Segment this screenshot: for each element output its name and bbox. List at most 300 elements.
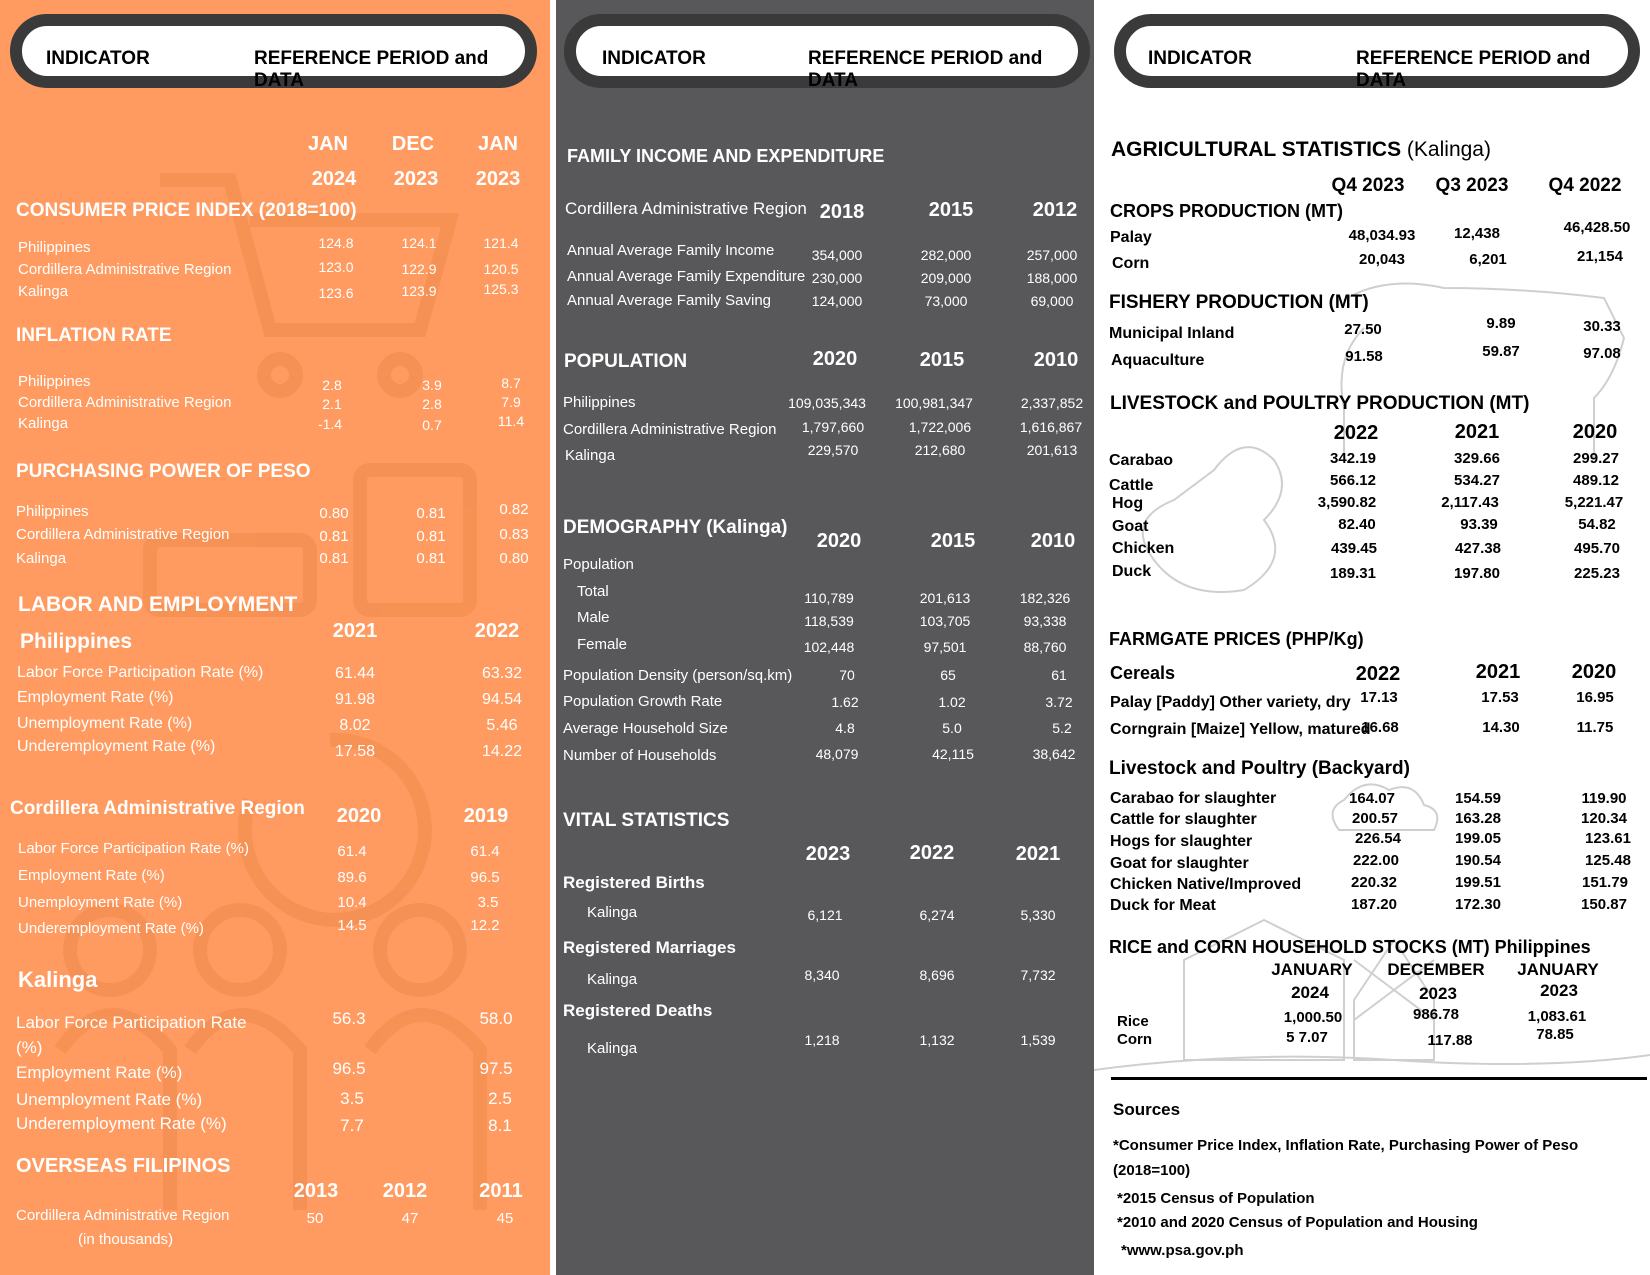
demo-value: 3.72 — [1045, 694, 1073, 710]
sources-title: Sources — [1113, 1100, 1181, 1119]
cpi-label-car: Cordillera Administrative Region — [18, 261, 232, 278]
cpi-value: 123.9 — [401, 283, 437, 299]
demo-label: Female — [577, 636, 628, 653]
stocks-value: 78.85 — [1536, 1026, 1574, 1043]
labor-kal-label: Labor Force Participation Rate — [16, 1013, 247, 1032]
vital-marriages-value: 8,696 — [919, 967, 955, 983]
pop-title: POPULATION — [564, 351, 688, 372]
vital-births-value: 6,274 — [919, 907, 955, 923]
stocks-month-1: JANUARY — [1271, 960, 1353, 979]
live-label: Hog — [1112, 495, 1144, 512]
farm-year-1: 2022 — [1355, 663, 1401, 685]
labor-car-title: Cordillera Administrative Region — [10, 798, 305, 819]
fish-value: 27.50 — [1344, 321, 1382, 338]
labor-kal-label: Underemployment Rate (%) — [16, 1114, 227, 1133]
indicator-heading: INDICATOR — [1148, 48, 1252, 69]
cpi-value: 125.3 — [483, 281, 519, 297]
backyard-value: 222.00 — [1353, 852, 1399, 869]
pop-year-1: 2020 — [812, 348, 858, 370]
inflation-label-kal: Kalinga — [18, 415, 69, 432]
demo-value: 70 — [839, 667, 855, 683]
vital-deaths-value: 1,218 — [804, 1032, 840, 1048]
ppp-title: PURCHASING POWER OF PESO — [16, 461, 311, 482]
agri-quarter-3: Q4 2022 — [1548, 175, 1622, 196]
vital-year-3: 2021 — [1015, 843, 1061, 865]
live-year-3: 2020 — [1572, 421, 1618, 443]
labor-ph-year-1: 2021 — [332, 620, 378, 642]
ppp-value: 0.81 — [416, 528, 446, 545]
backyard-value: 151.79 — [1582, 874, 1628, 891]
ofw-year-3: 2011 — [479, 1180, 523, 1202]
labor-car-value: 14.5 — [337, 917, 367, 934]
backyard-value: 220.32 — [1351, 874, 1397, 891]
demo-label: Average Household Size — [563, 720, 728, 737]
demo-value: 61 — [1051, 667, 1067, 683]
labor-ph-label: Unemployment Rate (%) — [17, 715, 193, 732]
stocks-label: Rice — [1117, 1013, 1149, 1030]
ppp-label-car: Cordillera Administrative Region — [16, 526, 230, 543]
fie-year-1: 2018 — [819, 201, 865, 223]
cpi-value: 121.4 — [483, 235, 519, 251]
labor-car-value: 96.5 — [470, 869, 500, 886]
stocks-year-3: 2023 — [1540, 981, 1578, 1000]
demo-label: Population Growth Rate — [563, 693, 723, 710]
labor-car-value: 89.6 — [337, 869, 367, 886]
labor-kal-title: Kalinga — [18, 967, 98, 992]
pop-label: Cordillera Administrative Region — [563, 421, 777, 438]
ppp-value: 0.80 — [499, 550, 529, 567]
inflation-value: 7.9 — [501, 394, 521, 410]
cpi-value: 124.1 — [401, 235, 437, 251]
backyard-value: 187.20 — [1351, 896, 1397, 913]
crops-value: 21,154 — [1577, 248, 1623, 265]
demo-label: Total — [577, 583, 609, 600]
inflation-title: INFLATION RATE — [16, 325, 172, 346]
backyard-value: 123.61 — [1585, 830, 1631, 847]
backyard-label: Hogs for slaughter — [1110, 833, 1253, 850]
demo-value: 93,338 — [1023, 613, 1067, 629]
fie-title: FAMILY INCOME AND EXPENDITURE — [567, 146, 885, 166]
labor-ph-value: 17.58 — [334, 743, 376, 760]
labor-kal-value: 2.5 — [488, 1089, 512, 1108]
labor-car-value: 61.4 — [337, 843, 367, 860]
live-value: 5,221.47 — [1564, 494, 1624, 511]
demo-label: Male — [577, 609, 610, 626]
labor-kal-value: 8.1 — [488, 1116, 512, 1135]
fish-value: 97.08 — [1583, 345, 1621, 362]
reference-heading: REFERENCE PERIOD and DATA — [1356, 48, 1591, 91]
stocks-value: 117.88 — [1427, 1032, 1473, 1049]
period-month-2: DEC — [391, 133, 435, 155]
panel-demography — [556, 0, 1094, 1275]
live-value: 189.31 — [1330, 565, 1376, 582]
demo-population-label: Population — [563, 556, 634, 573]
demo-value: 1.62 — [831, 694, 859, 710]
demo-value: 102,448 — [803, 639, 855, 655]
live-value: 427.38 — [1455, 540, 1501, 557]
farm-value: 17.13 — [1360, 689, 1398, 706]
labor-car-label: Unemployment Rate (%) — [18, 894, 183, 911]
fie-year-2: 2015 — [928, 199, 974, 221]
farm-value: 16.95 — [1576, 689, 1614, 706]
stocks-value: 1,083.61 — [1527, 1008, 1587, 1025]
table-header — [10, 14, 537, 91]
ofw-value: 50 — [306, 1210, 324, 1227]
backyard-value: 164.07 — [1349, 790, 1395, 807]
pop-label: Kalinga — [565, 447, 616, 464]
vital-year-2: 2022 — [909, 842, 955, 864]
labor-car-label: Labor Force Participation Rate (%) — [18, 840, 249, 857]
indicator-heading: INDICATOR — [46, 48, 150, 69]
labor-kal-label-cont: (%) — [16, 1038, 43, 1057]
backyard-value: 226.54 — [1355, 830, 1401, 847]
vital-marriages-value: 8,340 — [804, 967, 840, 983]
backyard-value: 125.48 — [1585, 852, 1631, 869]
demo-value: 4.8 — [835, 720, 855, 736]
labor-car-value: 10.4 — [337, 894, 367, 911]
crops-value: 20,043 — [1359, 251, 1405, 268]
pop-value: 2,337,852 — [1020, 395, 1084, 411]
vital-births-value: 6,121 — [807, 907, 843, 923]
fish-label: Aquaculture — [1111, 352, 1205, 369]
pop-value: 212,680 — [914, 442, 966, 458]
demo-value: 88,760 — [1023, 639, 1067, 655]
farm-title: FARMGATE PRICES (PHP/Kg) — [1109, 629, 1364, 649]
agri-quarter-2: Q3 2023 — [1435, 175, 1509, 196]
labor-kal-value: 58.0 — [479, 1009, 513, 1028]
vital-births-value: 5,330 — [1020, 907, 1056, 923]
demo-value: 42,115 — [932, 746, 974, 762]
agri-title — [1111, 138, 1491, 162]
inflation-value: 2.1 — [322, 396, 342, 412]
fish-value: 30.33 — [1583, 318, 1621, 335]
fish-value: 91.58 — [1345, 348, 1383, 365]
stocks-value: 986.78 — [1413, 1006, 1459, 1023]
labor-ph-value: 91.98 — [334, 691, 376, 708]
pop-value: 1,722,006 — [908, 419, 972, 435]
farm-value: 11.75 — [1576, 719, 1614, 736]
live-value: 342.19 — [1330, 450, 1376, 467]
backyard-value: 150.87 — [1581, 896, 1627, 913]
pop-value: 1,616,867 — [1019, 419, 1083, 435]
stocks-year-1: 2024 — [1291, 983, 1329, 1002]
pop-value: 1,797,660 — [801, 419, 865, 435]
fie-region: Cordillera Administrative Region — [565, 199, 807, 218]
stocks-title: RICE and CORN HOUSEHOLD STOCKS (MT) Philippines — [1109, 937, 1591, 957]
backyard-label: Chicken Native/Improved — [1110, 876, 1302, 893]
cpi-value: 123.0 — [318, 259, 354, 275]
farm-label: Palay [Paddy] Other variety, dry — [1110, 694, 1351, 711]
labor-car-year-2: 2019 — [463, 805, 509, 827]
inflation-value: 8.7 — [501, 375, 521, 391]
ofw-label-unit: (in thousands) — [78, 1231, 174, 1248]
live-value: 3,590.82 — [1317, 494, 1377, 511]
crops-value: 12,438 — [1454, 225, 1500, 242]
backyard-label: Goat for slaughter — [1110, 855, 1249, 872]
labor-car-label: Employment Rate (%) — [18, 867, 165, 884]
fie-value: 282,000 — [920, 247, 972, 263]
stocks-label: Corn — [1117, 1031, 1152, 1048]
cpi-value: 124.8 — [318, 235, 354, 251]
ofw-year-1: 2013 — [293, 1180, 339, 1202]
period-month-3: JAN — [477, 133, 519, 155]
labor-ph-value: 8.02 — [339, 717, 371, 734]
source-item: (2018=100) — [1113, 1162, 1191, 1179]
fie-label: Annual Average Family Income — [567, 242, 775, 259]
vital-deaths-title: Registered Deaths — [563, 1001, 713, 1020]
agri-title-main: AGRICULTURAL STATISTICS — [1111, 138, 1402, 161]
fie-year-3: 2012 — [1032, 199, 1078, 221]
demo-value: 48,079 — [815, 746, 859, 762]
inflation-label-ph: Philippines — [18, 373, 91, 390]
cpi-value: 120.5 — [483, 261, 519, 277]
ppp-label-ph: Philippines — [16, 503, 89, 520]
ppp-value: 0.83 — [499, 526, 529, 543]
labor-car-value: 61.4 — [470, 843, 500, 860]
sources-divider — [1111, 1077, 1647, 1080]
agri-title-area: (Kalinga) — [1401, 138, 1491, 161]
labor-kal-value: 7.7 — [340, 1116, 364, 1135]
backyard-value: 199.51 — [1455, 874, 1501, 891]
fie-value: 124,000 — [811, 293, 863, 309]
period-year-2: 2023 — [393, 168, 439, 190]
fish-label: Municipal Inland — [1109, 325, 1235, 342]
ofw-title: OVERSEAS FILIPINOS — [16, 1155, 231, 1177]
live-year-2: 2021 — [1454, 421, 1500, 443]
backyard-value: 154.59 — [1455, 790, 1501, 807]
live-value: 534.27 — [1454, 472, 1500, 489]
backyard-value: 119.90 — [1581, 790, 1627, 807]
table-header — [564, 14, 1090, 91]
labor-ph-value: 94.54 — [481, 691, 523, 708]
crops-value: 46,428.50 — [1563, 219, 1631, 236]
live-value: 299.27 — [1573, 450, 1619, 467]
cpi-label-kal: Kalinga — [18, 283, 69, 300]
cpi-value: 122.9 — [401, 261, 437, 277]
demo-year-2: 2015 — [930, 530, 976, 552]
demo-label: Number of Households — [563, 747, 717, 764]
farm-cereals: Cereals — [1110, 663, 1176, 683]
vital-deaths-value: 1,539 — [1020, 1032, 1056, 1048]
demo-label: Population Density (person/sq.km) — [563, 667, 793, 684]
demo-value: 5.2 — [1052, 720, 1072, 736]
live-label: Chicken — [1112, 540, 1175, 557]
inflation-value: 3.9 — [422, 377, 442, 393]
labor-car-year-1: 2020 — [336, 805, 382, 827]
farm-label: Corngrain [Maize] Yellow, matured — [1110, 721, 1371, 738]
demo-title: DEMOGRAPHY (Kalinga) — [563, 517, 788, 538]
fie-value: 69,000 — [1030, 293, 1074, 309]
agri-quarter-1: Q4 2023 — [1331, 175, 1405, 196]
fie-label: Annual Average Family Expenditure — [567, 268, 806, 285]
ppp-value: 0.81 — [319, 528, 349, 545]
reference-heading: REFERENCE PERIOD and DATA — [808, 48, 1043, 91]
labor-kal-value: 96.5 — [332, 1059, 366, 1078]
stocks-value: 5 7.07 — [1286, 1029, 1328, 1046]
backyard-label: Duck for Meat — [1110, 897, 1216, 914]
fie-value: 354,000 — [811, 247, 863, 263]
backyard-label: Carabao for slaughter — [1110, 790, 1277, 807]
inflation-label-car: Cordillera Administrative Region — [18, 394, 232, 411]
demo-value: 201,613 — [919, 590, 971, 606]
source-item: *Consumer Price Index, Inflation Rate, Purchasing Power of Peso — [1113, 1137, 1579, 1154]
vital-marriages-value: 7,732 — [1020, 967, 1056, 983]
vital-marriages-label: Kalinga — [587, 971, 638, 988]
stocks-value: 1,000.50 — [1283, 1009, 1343, 1026]
vital-deaths-value: 1,132 — [919, 1032, 955, 1048]
demo-value: 1.02 — [938, 694, 966, 710]
period-year-3: 2023 — [475, 168, 521, 190]
demo-year-3: 2010 — [1030, 530, 1076, 552]
labor-car-value: 12.2 — [470, 917, 500, 934]
vital-marriages-title: Registered Marriages — [563, 938, 736, 957]
live-year-1: 2022 — [1333, 422, 1379, 444]
farm-value: 14.30 — [1482, 719, 1520, 736]
live-value: 566.12 — [1330, 472, 1376, 489]
ppp-label-kal: Kalinga — [16, 550, 67, 567]
table-header — [1114, 14, 1640, 91]
live-value: 439.45 — [1331, 540, 1377, 557]
ppp-value: 0.80 — [319, 505, 349, 522]
labor-ph-title: Philippines — [20, 630, 133, 653]
ofw-year-2: 2012 — [382, 1180, 428, 1202]
vital-year-1: 2023 — [805, 843, 851, 865]
demo-value: 182,326 — [1019, 590, 1071, 606]
inflation-value: 11.4 — [497, 413, 525, 429]
labor-ph-value: 5.46 — [486, 717, 518, 734]
inflation-value: 0.7 — [422, 417, 442, 433]
ofw-value: 45 — [496, 1210, 514, 1227]
live-value: 225.23 — [1574, 565, 1620, 582]
live-label: Duck — [1112, 563, 1152, 580]
pop-year-2: 2015 — [919, 349, 965, 371]
stocks-year-2: 2023 — [1419, 984, 1457, 1003]
vital-births-title: Registered Births — [563, 873, 705, 892]
labor-ph-value: 14.22 — [481, 743, 523, 760]
live-label: Goat — [1112, 518, 1149, 535]
crops-title: CROPS PRODUCTION (MT) — [1110, 201, 1343, 221]
labor-car-value: 3.5 — [477, 894, 499, 911]
period-month-1: JAN — [307, 133, 349, 155]
labor-kal-value: 97.5 — [479, 1059, 513, 1078]
backyard-value: 190.54 — [1455, 852, 1501, 869]
crops-label: Corn — [1112, 255, 1150, 272]
labor-car-label: Underemployment Rate (%) — [18, 920, 204, 937]
ppp-value: 0.81 — [416, 505, 446, 522]
pop-value: 229,570 — [807, 442, 859, 458]
labor-title: LABOR AND EMPLOYMENT — [18, 593, 298, 616]
pop-year-3: 2010 — [1033, 349, 1079, 371]
source-item: *2015 Census of Population — [1117, 1190, 1315, 1207]
inflation-value: -1.4 — [317, 416, 343, 432]
fish-title: FISHERY PRODUCTION (MT) — [1109, 292, 1369, 313]
pop-value: 100,981,347 — [895, 395, 973, 411]
live-value: 54.82 — [1578, 516, 1616, 533]
live-value: 93.39 — [1460, 516, 1498, 533]
demo-value: 103,705 — [919, 613, 971, 629]
demo-value: 118,539 — [804, 613, 854, 629]
labor-ph-label: Employment Rate (%) — [17, 689, 174, 706]
live-value: 197.80 — [1454, 565, 1500, 582]
backyard-title: Livestock and Poultry (Backyard) — [1109, 758, 1410, 779]
vital-births-label: Kalinga — [587, 904, 638, 921]
cpi-title: CONSUMER PRICE INDEX (2018=100) — [16, 200, 357, 221]
source-item: *2010 and 2020 Census of Population and Housing — [1117, 1214, 1478, 1231]
inflation-value: 2.8 — [422, 396, 442, 412]
demo-year-1: 2020 — [816, 530, 862, 552]
fish-value: 59.87 — [1482, 343, 1520, 360]
labor-ph-value: 61.44 — [334, 665, 376, 682]
backyard-value: 200.57 — [1352, 810, 1398, 827]
pop-value: 109,035,343 — [788, 395, 866, 411]
live-value: 489.12 — [1573, 472, 1619, 489]
labor-ph-year-2: 2022 — [474, 620, 520, 642]
source-item: *www.psa.gov.ph — [1121, 1242, 1244, 1259]
reference-heading: REFERENCE PERIOD and DATA — [254, 48, 489, 91]
live-title: LIVESTOCK and POULTRY PRODUCTION (MT) — [1110, 393, 1530, 414]
labor-ph-label: Labor Force Participation Rate (%) — [17, 664, 264, 681]
backyard-value: 120.34 — [1581, 810, 1627, 827]
stocks-month-2: DECEMBER — [1387, 960, 1485, 979]
backyard-value: 163.28 — [1455, 810, 1501, 827]
live-label: Carabao — [1109, 452, 1174, 469]
pop-label: Philippines — [563, 394, 636, 411]
live-value: 329.66 — [1454, 450, 1500, 467]
labor-kal-value: 3.5 — [340, 1089, 364, 1108]
demo-value: 110,789 — [804, 590, 854, 606]
fie-value: 73,000 — [924, 293, 968, 309]
live-value: 495.70 — [1574, 540, 1620, 557]
crops-label: Palay — [1110, 229, 1152, 246]
backyard-value: 172.30 — [1455, 896, 1501, 913]
ofw-value: 47 — [401, 1210, 419, 1227]
farm-value: 16.68 — [1361, 719, 1399, 736]
labor-kal-label: Employment Rate (%) — [16, 1063, 183, 1082]
period-year-1: 2024 — [311, 168, 357, 190]
labor-kal-label: Unemployment Rate (%) — [16, 1090, 203, 1109]
pop-value: 201,613 — [1026, 442, 1078, 458]
crops-value: 6,201 — [1469, 251, 1507, 268]
live-label: Cattle — [1109, 477, 1154, 494]
ofw-label: Cordillera Administrative Region — [16, 1207, 230, 1224]
demo-value: 97,501 — [923, 639, 967, 655]
fie-value: 257,000 — [1026, 247, 1078, 263]
cpi-label-ph: Philippines — [18, 239, 91, 256]
stocks-month-3: JANUARY — [1517, 960, 1599, 979]
demo-value: 65 — [940, 667, 956, 683]
farm-year-2: 2021 — [1475, 661, 1521, 683]
vital-title: VITAL STATISTICS — [563, 810, 730, 831]
live-value: 2,117.43 — [1441, 494, 1499, 511]
fie-value: 230,000 — [811, 270, 863, 286]
live-value: 82.40 — [1338, 516, 1376, 533]
backyard-label: Cattle for slaughter — [1110, 811, 1257, 828]
backyard-value: 199.05 — [1455, 830, 1501, 847]
farm-value: 17.53 — [1481, 689, 1519, 706]
labor-kal-value: 56.3 — [332, 1009, 366, 1028]
panel-economy — [0, 0, 550, 1275]
demo-value: 38,642 — [1032, 746, 1076, 762]
demo-value: 5.0 — [942, 720, 962, 736]
farm-year-3: 2020 — [1571, 661, 1617, 683]
labor-ph-label: Underemployment Rate (%) — [17, 738, 216, 755]
fie-value: 188,000 — [1026, 270, 1078, 286]
ppp-value: 0.81 — [319, 550, 349, 567]
fish-value: 9.89 — [1486, 315, 1516, 332]
ppp-value: 0.81 — [416, 550, 446, 567]
labor-ph-value: 63.32 — [481, 665, 523, 682]
fie-label: Annual Average Family Saving — [567, 292, 772, 309]
